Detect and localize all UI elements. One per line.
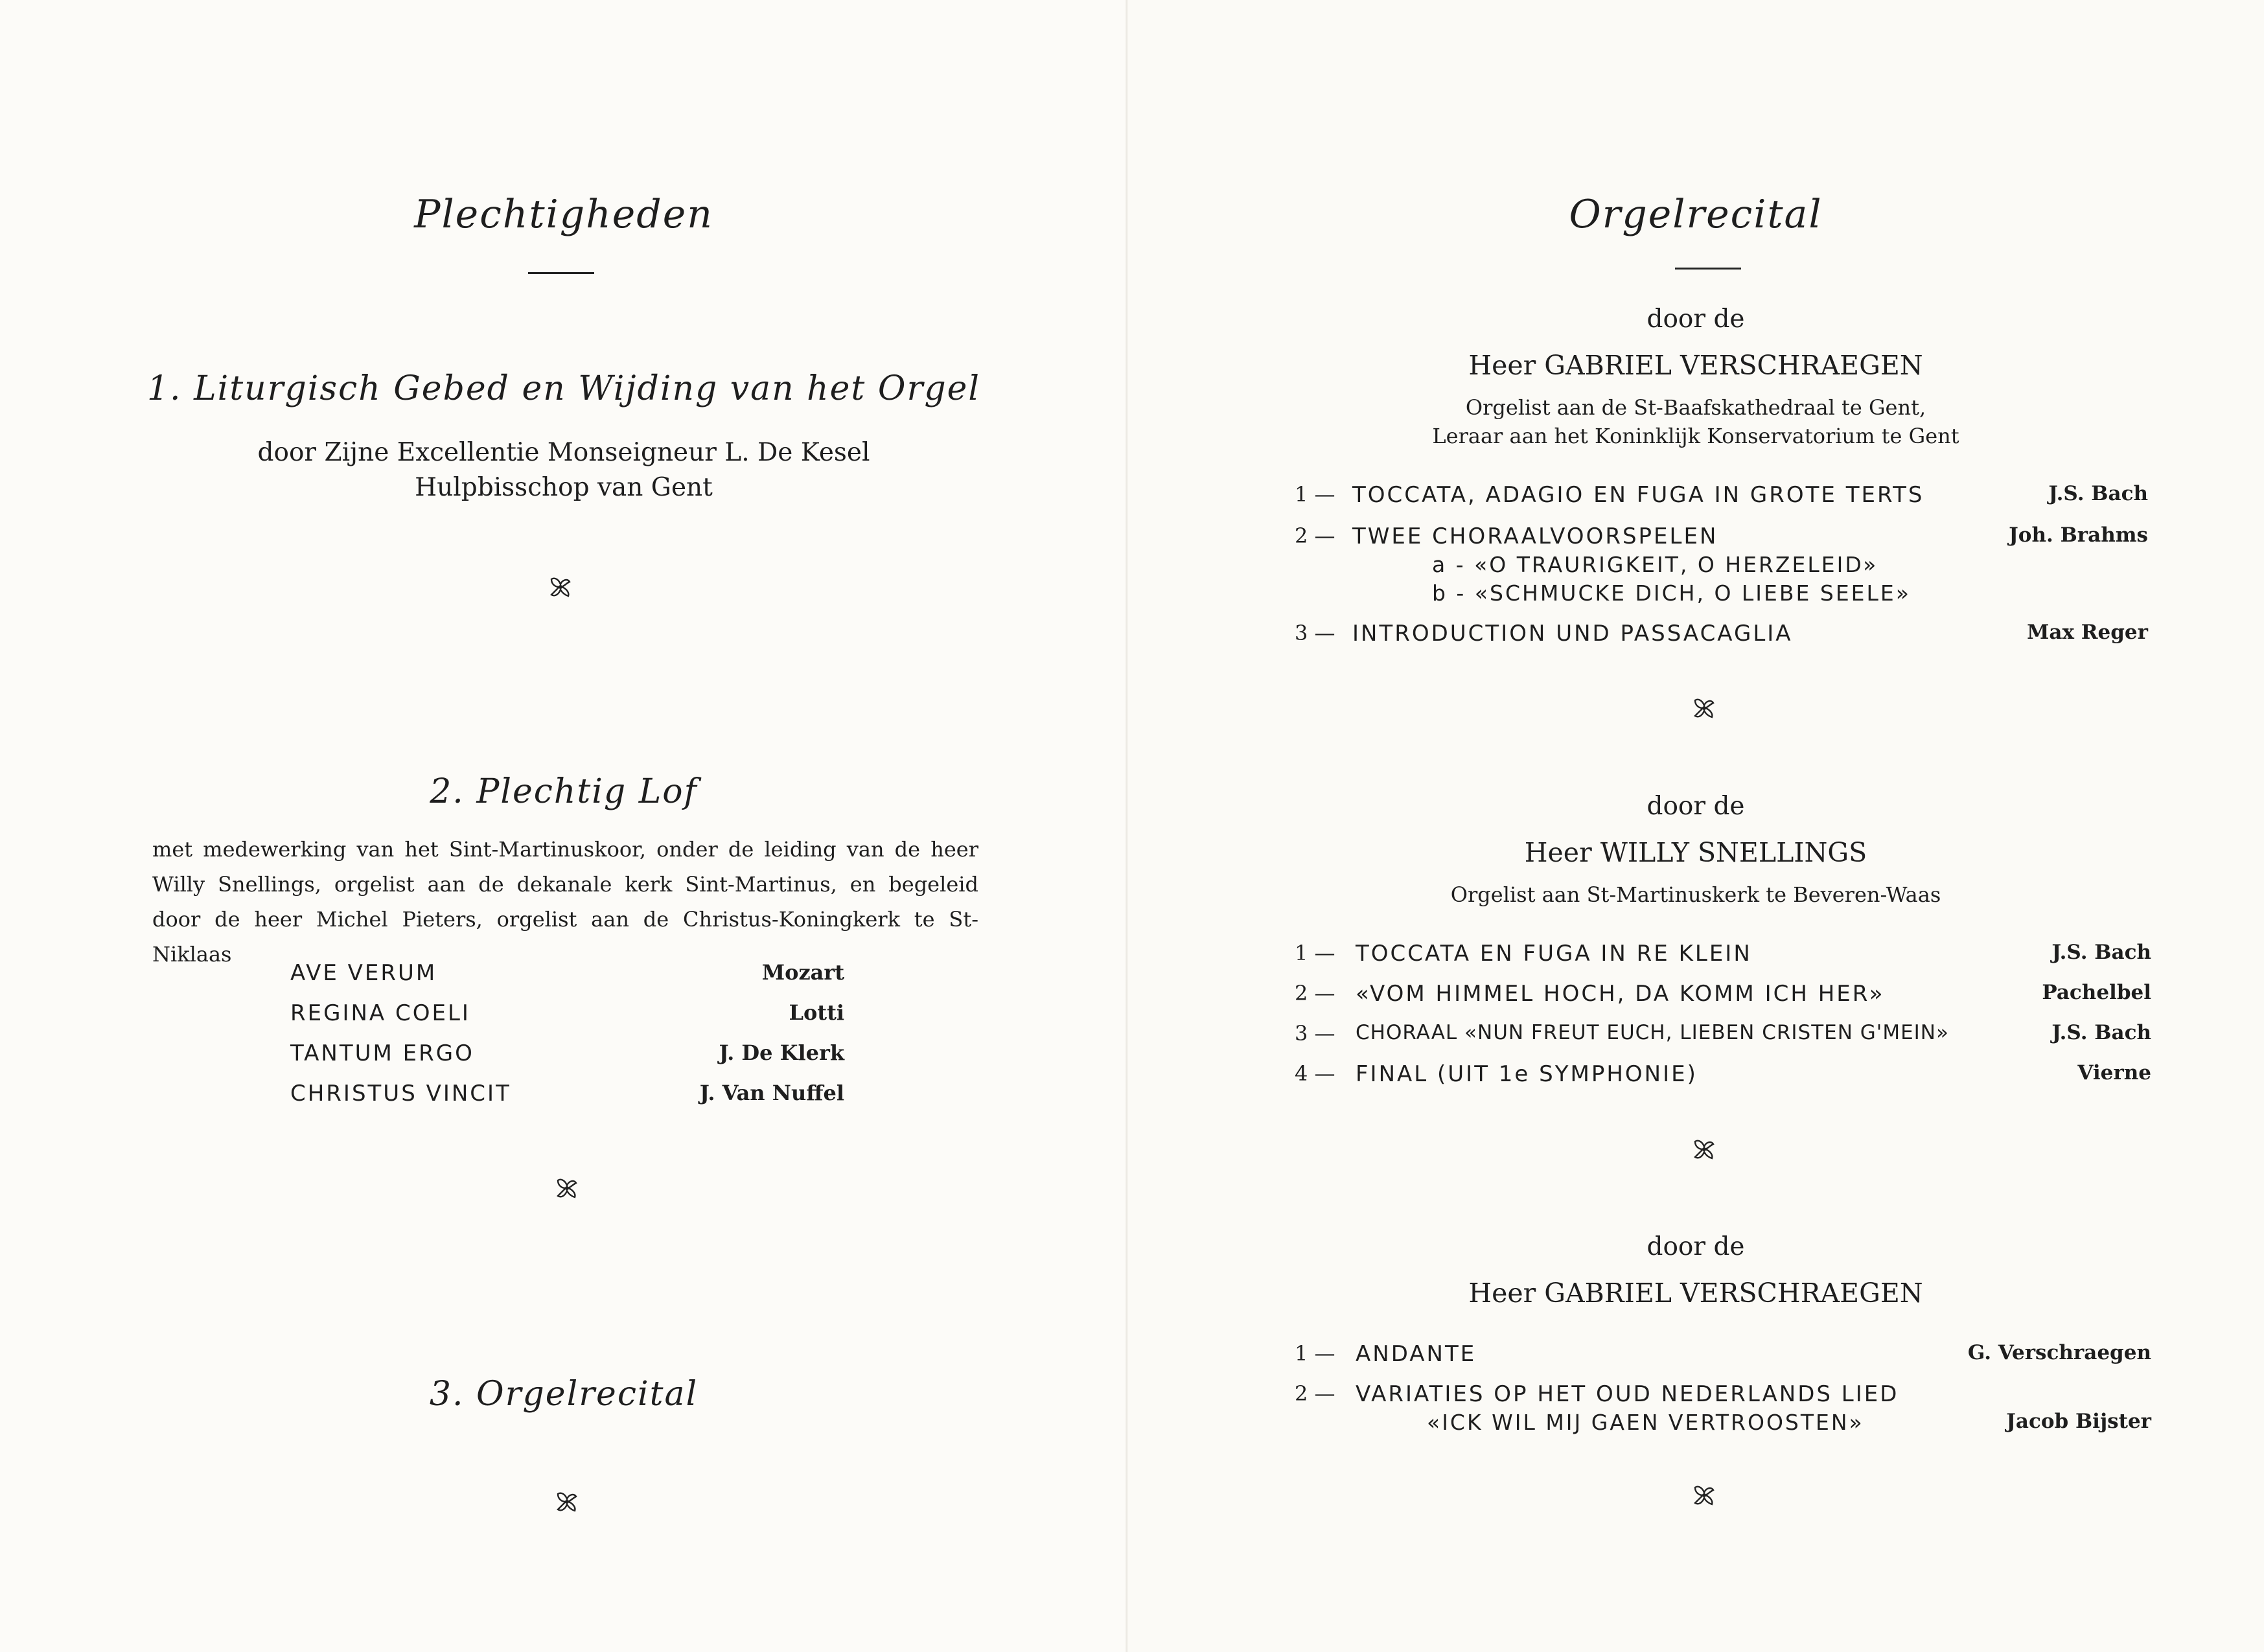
performer-by: door de [1646, 1232, 1745, 1261]
floral-ornament-icon [1691, 695, 1717, 721]
section1-line2: Hulpbisschop van Gent [415, 473, 713, 502]
title-rule [528, 272, 594, 274]
item-composer: J.S. Bach [2051, 1021, 2151, 1044]
piece-title: REGINA COELI [290, 1000, 470, 1026]
item-composer: Vierne [2077, 1061, 2151, 1084]
piece-title: TANTUM ERGO [290, 1040, 474, 1066]
piece-composer: Mozart [761, 960, 844, 985]
item-number: 2 — [1295, 523, 1335, 548]
item-number: 4 — [1295, 1061, 1335, 1086]
floral-ornament-icon [554, 1489, 580, 1515]
piece-title: AVE VERUM [290, 960, 437, 986]
item-title: TOCCATA, ADAGIO EN FUGA IN GROTE TERTS [1352, 482, 1924, 508]
item-number: 1 — [1295, 1341, 1335, 1366]
item-number: 3 — [1295, 1021, 1335, 1046]
item-subtitle: a - «O TRAURIGKEIT, O HERZELEID» [1432, 552, 1878, 577]
right-page [1127, 0, 2264, 1652]
item-title: FINAL (UIT 1e SYMPHONIE) [1356, 1061, 1698, 1087]
item-title: «VOM HIMMEL HOCH, DA KOMM ICH HER» [1356, 981, 1885, 1007]
item-composer: Pachelbel [2042, 981, 2151, 1004]
performer-role: Leraar aan het Koninklijk Konservatorium te Gent [1432, 424, 1959, 448]
performer-by: door de [1646, 792, 1745, 821]
section1-line1: door Zijne Excellentie Monseigneur L. De Kesel [257, 438, 870, 467]
item-number: 3 — [1295, 621, 1335, 645]
title-rule [1675, 268, 1741, 270]
section2-para-line: door de heer Michel Pieters, orgelist aan de Christus-Koningkerk te St-Niklaas [152, 907, 978, 967]
floral-ornament-icon [1691, 1136, 1717, 1162]
item-number: 2 — [1295, 1381, 1335, 1406]
section1-heading: 1. Liturgisch Gebed en Wijding van het Orgel [146, 369, 981, 408]
item-composer: Jacob Bijster [2006, 1410, 2151, 1433]
piece-title: CHRISTUS VINCIT [290, 1081, 511, 1107]
performer-name: Heer GABRIEL VERSCHRAEGEN [1468, 350, 1923, 381]
section3-heading: 3. Orgelrecital [429, 1375, 699, 1414]
piece-composer: J. De Klerk [719, 1040, 844, 1065]
performer-name: Heer WILLY SNELLINGS [1524, 837, 1867, 868]
item-subtitle: b - «SCHMUCKE DICH, O LIEBE SEELE» [1432, 580, 1911, 606]
page-title: Orgelrecital [1569, 192, 1823, 237]
page-title: Plechtigheden [414, 192, 713, 237]
item-number: 1 — [1295, 941, 1335, 965]
item-composer: J.S. Bach [2051, 941, 2151, 964]
item-title: TWEE CHORAALVOORSPELEN [1352, 523, 1718, 549]
left-page [0, 0, 1127, 1652]
item-number: 2 — [1295, 981, 1335, 1005]
item-composer: G. Verschraegen [1967, 1341, 2151, 1364]
floral-ornament-icon [548, 574, 573, 600]
item-title: VARIATIES OP HET OUD NEDERLANDS LIED [1356, 1381, 1899, 1407]
piece-composer: J. Van Nuffel [699, 1081, 844, 1105]
item-title: TOCCATA EN FUGA IN RE KLEIN [1356, 941, 1752, 967]
section2-para-line: met medewerking van het Sint-Martinuskoor, onder de leiding van de heer [152, 837, 978, 862]
item-title: ANDANTE [1356, 1341, 1477, 1367]
item-subtitle: «ICK WIL MIJ GAEN VERTROOSTEN» [1427, 1410, 1864, 1435]
item-composer: Joh. Brahms [2009, 523, 2148, 547]
item-number: 1 — [1295, 482, 1335, 507]
piece-composer: Lotti [789, 1000, 844, 1025]
performer-by: door de [1646, 304, 1745, 334]
performer-role: Orgelist aan St-Martinuskerk te Beveren-Waas [1450, 882, 1941, 907]
performer-role: Orgelist aan de St-Baafskathedraal te Gent, [1465, 395, 1926, 420]
item-title: CHORAAL «NUN FREUT EUCH, LIEBEN CRISTEN G'MEIN» [1356, 1021, 1949, 1044]
item-title: INTRODUCTION UND PASSACAGLIA [1352, 621, 1793, 647]
item-composer: Max Reger [2027, 621, 2148, 644]
floral-ornament-icon [1691, 1482, 1717, 1508]
item-composer: J.S. Bach [2048, 482, 2148, 505]
performer-name: Heer GABRIEL VERSCHRAEGEN [1468, 1278, 1923, 1309]
section2-para-line: Willy Snellings, orgelist aan de dekanale kerk Sint-Martinus, en begeleid [152, 872, 978, 897]
section2-heading: 2. Plechtig Lof [430, 772, 698, 811]
floral-ornament-icon [554, 1175, 580, 1201]
